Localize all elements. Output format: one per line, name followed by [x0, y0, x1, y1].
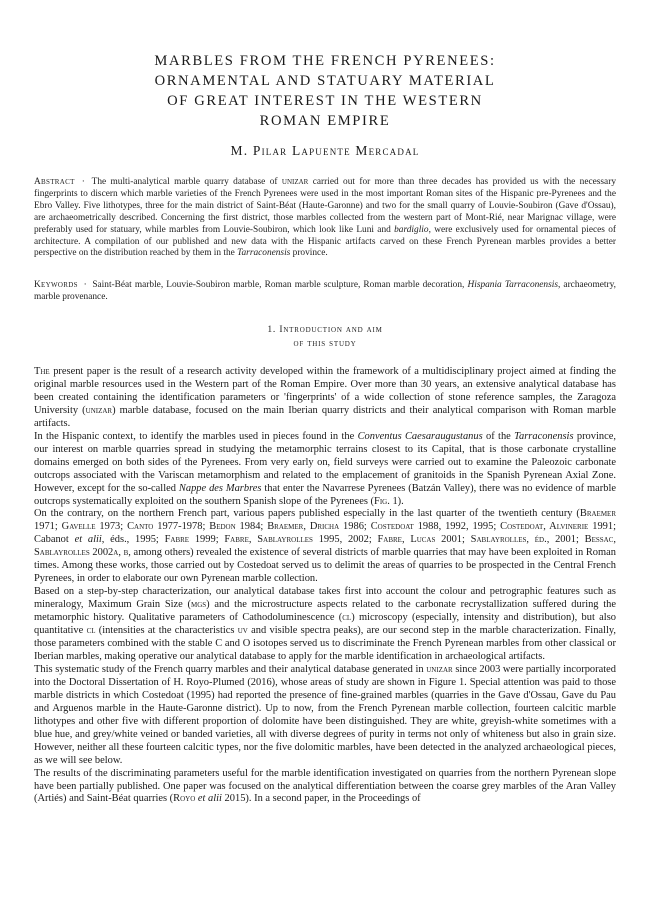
paragraph — [34, 431, 616, 509]
figure-reference[interactable]: Fig. 1 — [374, 495, 398, 507]
citation[interactable]: Royo — [173, 793, 198, 805]
text-run: ). — [397, 495, 404, 507]
section-heading-line: 1. Introduction and aim — [267, 324, 383, 335]
text-run: The results of the discriminating parameters useful for the marble identification investigated on quarries from the northern Pyrenean slope have been partially published. One paper was focused on the analytical differentiation between the coarse grey marbles of the Aran Valley (Artiés) and Saint-Béat quarries ( — [34, 767, 616, 805]
citation[interactable]: Braemer 1971; Gavelle 1973; Canto 1977-1978; Bedon 1984; Braemer, Dricha 1986; Costedoat 1988, 1992, 1995; Costedoat, Alvinerie 1991; — [34, 508, 616, 533]
paragraph — [34, 508, 616, 586]
paragraph — [34, 768, 616, 807]
title-line: ORNAMENTAL AND STATUARY MATERIAL — [154, 73, 496, 89]
italic-term: Tarraconensis — [514, 430, 574, 442]
abstract-text: , were exclusively used for ornamental pieces of architecture. A compilation of our published and new data with the Hispanic artifacts carved on these French Pyrenean marbles provides a better perspective on the distribution reached by them in the — [34, 224, 617, 259]
text-run: ) and the microstructure aspects related to the carbonate recrystallization suffered during the metamorphic history. Qualitative parameters of Cathodoluminescence ( — [34, 599, 616, 624]
citation[interactable]: 2015 — [221, 793, 246, 805]
text-run: since 2003 were partially incorporated into the Doctoral Dissertation of H. Royo-Plumed (2016), whose areas of study are shown in Figure 1. Special attention was paid to those marble districts in which Costedoat (1995) had reported the presence of fine-grained marbles (quarries in the Gave d'Ossau, Gave du Pau and Arguenos marble in the Haute-Garonne district). Up to now, from the French Pyrenean marble collection, fourteen calcitic marble lithotypes and other five with different proportion of dolomite have been distinguished. They are white, greyish-white sometimes with a blue hue, and grey/white veined or banded varieties, all with diverse degrees of purity in terms not only of whiteness but also in grain size. However, neither all these fourteen calcitic types, nor the five dolomitic marbles, have been detected in the analyzed archaeological pieces, as we will see below. — [34, 663, 616, 766]
abstract-text: province. — [290, 248, 328, 259]
keywords — [34, 280, 616, 304]
paragraph — [34, 366, 616, 431]
acronym: cl — [342, 612, 352, 624]
acronym: uv — [237, 625, 248, 637]
paragraph — [34, 586, 616, 664]
abstract — [34, 177, 616, 260]
italic-term: Nappe des Marbres — [178, 482, 262, 494]
author-text: M. Pilar Lapuente Mercadal — [230, 143, 420, 158]
body-text — [34, 366, 616, 806]
text-run: and visible spectra peaks), are our second step in the marble characterization. Finally, those parameters combined with the stable C and O isotopes served us to discriminate the French Pyrenean marbles from other classical or Iberian marbles, making operative our analytical database to apply for the marble identification in archaeological artifacts. — [34, 625, 616, 662]
abstract-italic: Tarraconensis — [237, 248, 291, 259]
acronym: unizar — [426, 663, 453, 675]
text-run: ). In a second paper, in the Proceedings of — [245, 793, 421, 805]
keywords-text: Saint-Béat marble, Louvie-Soubiron marble, Roman marble sculpture, Roman marble decoration, — [92, 280, 468, 290]
keywords-italic: Hispania Tarraconensis — [467, 280, 558, 290]
italic-term: et alii — [197, 793, 222, 805]
acronym: mgs — [190, 599, 207, 611]
title-line: MARBLES FROM THE FRENCH PYRENEES: — [154, 53, 496, 69]
text-run: of the — [482, 430, 515, 442]
abstract-text: carried out for more than three decades has provided us with the necessary fingerprints to discern which marble varieties of the French Pyrenees were used in the most important Roman sites of the Hispanic pre-Pyrenees and the Ebro Valley. Five lithotypes, three for the main district of Saint-Béat (Haute-Garonne) and two for the small quarry of Louvie-Soubiron (Gave d'Ossau), are archaeometrically described. Concerning the first district, those marbles collected from the western part of Mont-Rié, near Marignac village, were preferably used for statuary, while marbles from Louvie-Soubiron, which look like Luni and — [34, 177, 616, 235]
abstract-label: Abstract — [34, 177, 75, 187]
text-run: In the Hispanic context, to identify the marbles used in pieces found in the — [34, 430, 358, 442]
abstract-italic: bardiglio — [394, 224, 429, 235]
text-run: This systematic study of the French quarry marbles and their analytical database generated in — [34, 663, 427, 675]
title-line: OF GREAT INTEREST IN THE WESTERN — [167, 93, 483, 109]
text-run: that enter the Navarrese Pyrenees (Batzán Valley), there was no evidence of marble outcrops systematically exploited on the southern Spanish slope of the Pyrenees ( — [34, 482, 616, 507]
text-run: (intensities at the characteristics — [95, 625, 238, 637]
text-run: province, our interest on marble quarries spread in studying the metamorphic terrains closest to its Capital, that is those carbonate crystalline domains emerged on both sides of the Pyrenees. From very early on, field surveys were carried out to examine the Paleozoic carbonate outcrops associated with the Variscan metamorphism and related to the emplacement of granitoids in the Spanish Pyrenean Axial Zone. However, except for the so-called — [34, 430, 616, 494]
text-run: ) marble database, focused on the main Iberian quarry districts and their analytical comparison with Roman marble artifacts. — [34, 404, 616, 429]
citation[interactable]: , éds., 1995; — [101, 534, 165, 546]
section-heading — [60, 323, 590, 351]
keywords-separator: · — [83, 280, 87, 290]
section-heading-line: of this study — [293, 338, 357, 349]
keywords-label: Keywords — [34, 280, 78, 290]
title-line: ROMAN EMPIRE — [259, 113, 391, 129]
citation[interactable]: Fabre 1999; Fabre, Sablayrolles 1995, 2002; Fabre, Lucas 2001; Sablayrolles, éd., 2001; Bessac, Sablayrolles 2002a, b — [34, 534, 616, 559]
acronym: unizar — [85, 404, 113, 416]
keywords-text: , archaeometry, marble provenance. — [34, 280, 616, 302]
italic-term: Conventus Caesaraugustanus — [357, 430, 483, 442]
text-run: , among others) revealed the existence of several districts of marble quarries that may have been exploited in Roman times. Among these works, those carried out by Costedoat served us to delimit the areas of quarries to be prospected in the Central French Pyrenees, in order to elaborate our own Pyrenean marble collection. — [34, 547, 616, 585]
lead-word: The — [34, 366, 50, 377]
abstract-text: The multi-analytical marble quarry database of — [91, 177, 282, 187]
italic-term: et alii — [74, 534, 102, 546]
author-name — [60, 143, 590, 159]
citation[interactable]: Cabanot — [34, 534, 75, 546]
text-run: Based on a step-by-step characterization, our analytical database takes first into account the colour and petrographic features such as mineralogy, Maximum Grain Size ( — [34, 586, 616, 611]
text-run: On the contrary, on the northern French part, various papers published especially in the last quarter of the twentieth century ( — [34, 508, 580, 520]
abstract-separator: · — [82, 177, 85, 187]
paper-title — [60, 51, 590, 131]
text-run: present paper is the result of a research activity developed within the framework of a multidisciplinary project aimed at finding the original marble resources used in the Western part of the Roman Empire. Over more than 30 years, an extensive analytical database has been created containing the identification parameters or 'fingerprints' of a wide collection of stone reference samples, the Zaragoza University ( — [34, 366, 616, 416]
paragraph — [34, 664, 616, 768]
acronym: cl — [86, 625, 96, 637]
abstract-acronym: unizar — [281, 177, 309, 187]
text-run: ) microscopy (especially, intensity and distribution), but also quantitative — [34, 612, 616, 637]
